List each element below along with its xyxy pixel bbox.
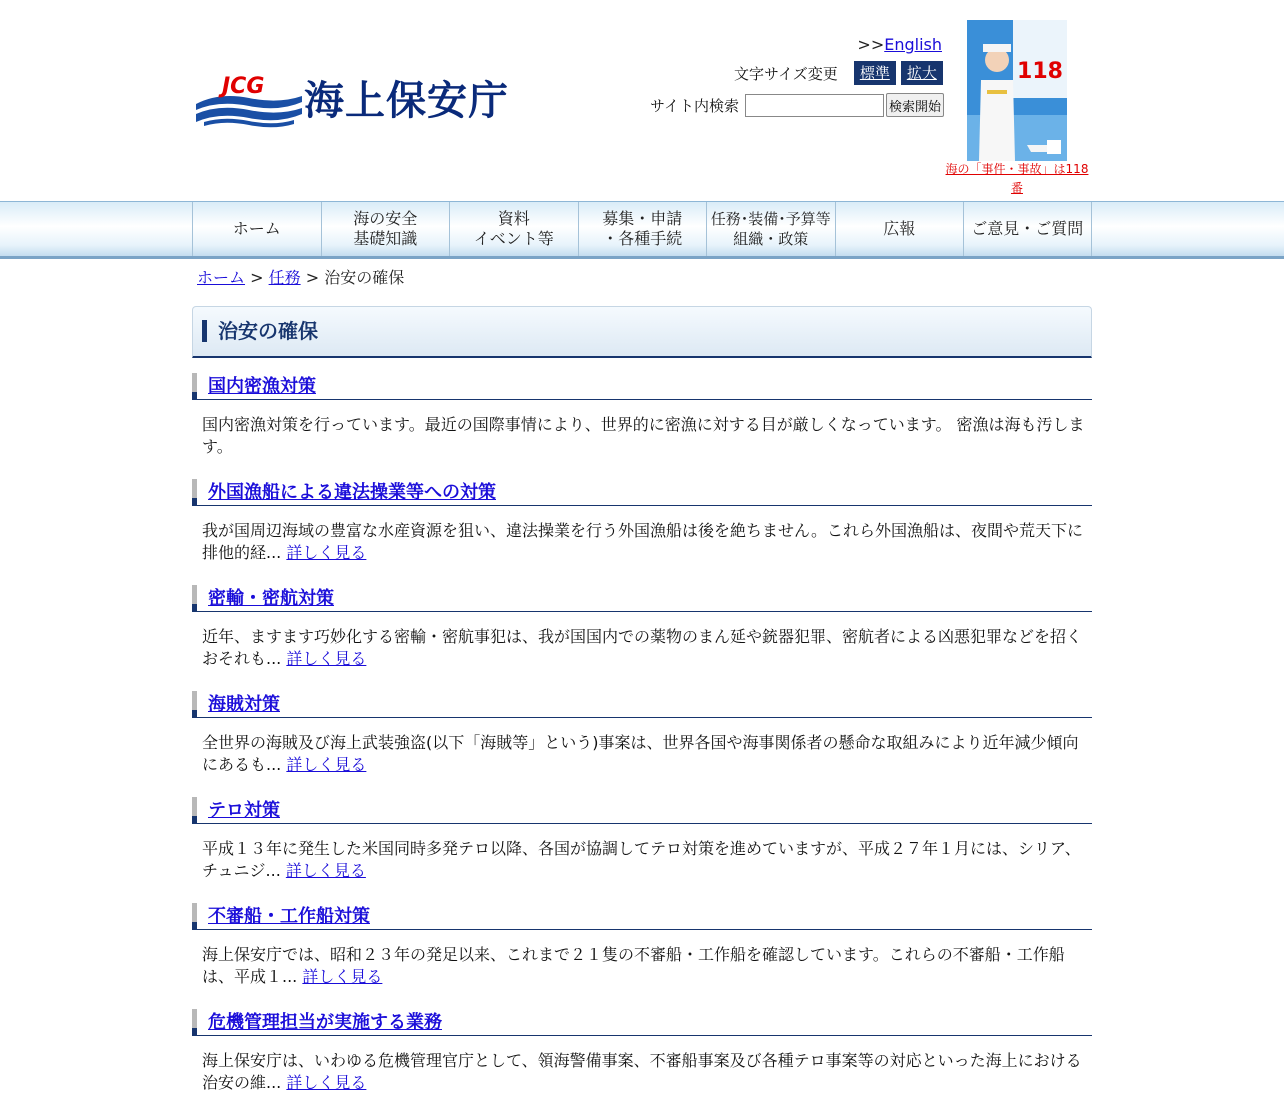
section-title-link[interactable]: 海賊対策 [208,694,280,715]
jcg-badge: JCG [222,74,265,99]
section-list [192,373,1092,1115]
section-item [192,585,1092,691]
breadcrumb-parent-link[interactable]: 任務 [268,268,301,287]
section-summary: 国内密漁対策を行っています。最近の国際事情により、世界的に密漁に対する目が厳しくなっています。 密漁は海も汚します。 [202,415,1085,456]
section-summary: 全世界の海賊及び海上武装強盗(以下「海賊等」という)事案は、世界各国や海事関係者の懸命な取組みにより近年減少傾向にあるも... 詳しく見る [202,733,1079,774]
nav-item-safety-basics[interactable]: 海の安全 基礎知識 [321,202,450,256]
section-summary: 平成１３年に発生した米国同時多発テロ以降、各国が協調してテロ対策を進めていますが、平成２７年１月には、シリア、チュニジ... 詳しく見る [202,839,1081,880]
section-summary: 近年、ますます巧妙化する密輸・密航事犯は、我が国国内での薬物のまん延や銃器犯罪、密航者による凶悪犯罪などを招くおそれも... 詳しく見る [202,627,1083,668]
read-more-link[interactable]: 詳しく見る [286,1073,367,1092]
read-more-link[interactable]: 詳しく見る [302,967,383,986]
nav-item-materials-events[interactable]: 資料 イベント等 [449,202,578,256]
site-header [0,0,1284,201]
poster-caption [944,160,1090,198]
nav-item-public-relations[interactable]: 広報 [835,202,964,256]
nav-item-recruitment-procedures[interactable]: 募集・申請 ・各種手続 [578,202,707,256]
section-item [192,797,1092,903]
read-more-link[interactable]: 詳しく見る [286,649,367,668]
page-title-box [192,306,1092,358]
section-title-link[interactable]: 危機管理担当が実施する業務 [208,1012,442,1033]
title-accent-bar [202,320,207,342]
font-size-control [734,61,943,85]
section-summary: 海上保安庁では、昭和２３年の発足以来、これまで２１隻の不審船・工作船を確認しています。これらの不審船・工作船は、平成１... 詳しく見る [202,945,1065,986]
site-logo-text: 海上保安庁 [304,78,509,124]
poster-caption-link[interactable]: 海の「事件・事故」は118番 [945,162,1089,195]
font-size-label: 文字サイズ変更 [734,64,838,83]
english-link[interactable]: English [884,35,942,54]
read-more-link[interactable]: 詳しく見る [285,861,366,880]
section-title-link[interactable]: 密輸・密航対策 [208,588,334,609]
section-title-link[interactable]: テロ対策 [208,800,280,821]
section-item [192,691,1092,797]
section-title-link[interactable]: 外国漁船による違法操業等への対策 [208,482,496,503]
section-item [192,479,1092,585]
section-summary: 我が国周辺海域の豊富な水産資源を狙い、違法操業を行う外国漁船は後を絶ちません。これら外国漁船は、夜間や荒天下に排他的経... 詳しく見る [202,521,1083,562]
section-item [192,1009,1092,1115]
nav-item-home[interactable]: ホーム [192,202,321,256]
font-size-large-button[interactable]: 拡大 [901,61,943,85]
section-title-link[interactable]: 不審船・工作船対策 [208,906,370,927]
nav-item-mission-organization[interactable]: 任務･装備･予算等 組織・政策 [706,202,835,256]
breadcrumb-current: 治安の確保 [324,268,405,287]
search-button[interactable]: 検索開始 [886,93,944,117]
font-size-standard-button[interactable]: 標準 [854,61,896,85]
read-more-link[interactable]: 詳しく見る [286,755,367,774]
svg-text:118: 118 [1017,59,1063,84]
read-more-link[interactable]: 詳しく見る [286,543,367,562]
site-search [650,93,944,117]
nav-item-feedback[interactable]: ご意見・ご質問 [963,202,1092,256]
section-title-link[interactable]: 国内密漁対策 [208,376,316,397]
section-item [192,373,1092,479]
page-title: 治安の確保 [218,319,318,343]
global-nav [0,201,1284,259]
search-input[interactable] [745,94,884,117]
emergency-118-poster-image [967,20,1067,161]
english-link-area: >>English [857,35,942,54]
search-label: サイト内検索 [650,96,739,115]
section-summary: 海上保安庁は、いわゆる危機管理官庁として、領海警備事案、不審船事案及び各種テロ事案等の対応といった海上における治安の維... 詳しく見る [202,1051,1082,1092]
breadcrumb: ホーム > 任務 > 治安の確保 [197,268,405,287]
breadcrumb-home-link[interactable]: ホーム [197,268,246,287]
section-item [192,903,1092,1009]
